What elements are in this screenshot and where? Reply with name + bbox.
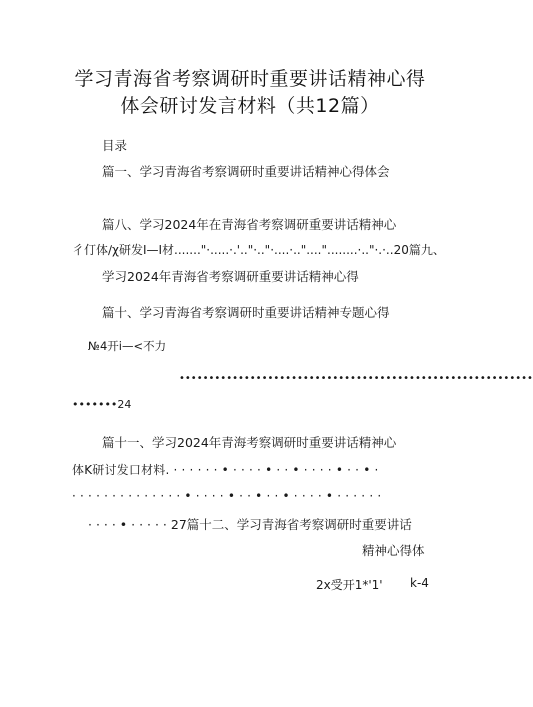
toc-entry-12-page: k-4 [410, 576, 429, 590]
toc-entry-10-page: •••••••24 [72, 398, 132, 411]
toc-entry-10[interactable]: 篇十、学习青海省考察调研时重要讲话精神专题心得 [102, 305, 390, 320]
toc-entry-9[interactable]: 学习2024年青海省考察调研重要讲话精神心得 [102, 269, 359, 284]
toc-entry-1[interactable]: 篇一、学习青海省考察调研时重要讲话精神心得体会 [102, 164, 390, 179]
toc-entry-12-tail: 2x受开1*'1' [316, 578, 383, 592]
toc-entry-11-continuation: 体K研讨发口材料. · · · · · · • · · · · • · · • · · · · • · · • · [72, 463, 379, 477]
document-title-line-2: 体会研讨发言材料（共12篇） [120, 95, 380, 117]
toc-leader-dots-2: · · · · · · · · · · · · · · • · · · · • · · • · · • · · · · • · · · · · · [72, 489, 382, 503]
toc-entry-10-continuation: №4开i—<不力 [88, 339, 167, 353]
toc-entry-8[interactable]: 篇八、学习2024年在青海省考察调研重要讲话精神心 [102, 217, 397, 232]
toc-heading: 目录 [102, 138, 128, 153]
toc-entry-8-continuation: 彳仃体∕χ研发I—I材......."·.....·.'.."·.."·....·.."...."........·.."·.·..20篇九、 [72, 243, 445, 257]
toc-entry-12-continuation: 精神心得体 [362, 543, 425, 558]
toc-entry-12[interactable]: · · · · • · · · · · 27篇十二、学习青海省考察调研时重要讲话 [88, 517, 412, 532]
toc-leader-dots: •••••••••••••••••••••••••••••••••••••••••••••••••••••••••••• [179, 373, 533, 384]
document-title-line-1: 学习青海省考察调研时重要讲话精神心得 [74, 68, 426, 90]
toc-entry-11[interactable]: 篇十一、学习2024年青海考察调研时重要讲话精神心 [102, 435, 397, 450]
